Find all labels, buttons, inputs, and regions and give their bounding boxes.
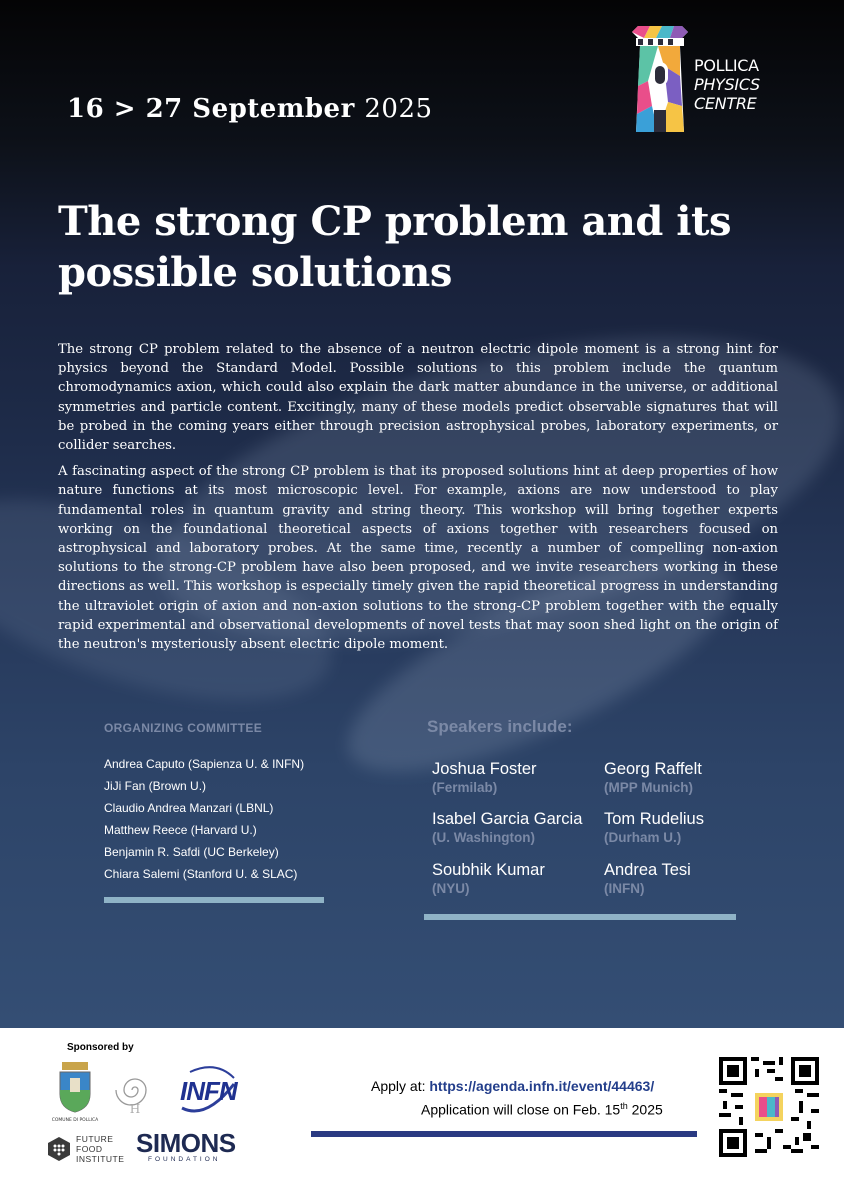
apply-line [371, 1078, 654, 1094]
qr-code-icon[interactable] [719, 1057, 819, 1157]
committee-list [104, 753, 304, 885]
future-food-line: FUTURE [76, 1134, 114, 1144]
committee-divider [104, 897, 324, 903]
workshop-title: The strong CP problem and its possible solutions [58, 198, 731, 296]
committee-member: Chiara Salemi (Stanford U. & SLAC) [104, 867, 298, 881]
infn-label: INFN [180, 1076, 237, 1106]
apply-link[interactable]: https://agenda.infn.it/event/44463/ [429, 1078, 655, 1094]
speaker-affiliation: (NYU) [432, 881, 470, 896]
speaker-entry [604, 860, 691, 898]
dates-year: 2025 [364, 94, 433, 124]
simons-foundation-logo [136, 1128, 246, 1168]
apply-label: Apply at: [371, 1078, 426, 1094]
description-paragraph-2: A fascinating aspect of the strong CP problem is that its proposed solutions hint at deep properties of how nature functions at its most microscopic level. For example, axions are now understood to play fundamental roles in quantum gravity and string theory. This workshop will bring together experts working on the foundational theoretical aspects of axions together with researchers focused on astrophysical and laboratory probes. At the same time, recently a number of compelling non-axion solutions to the strong-CP problem have also been proposed, and we invite researchers working in these directions as well. This workshop is especially timely given the rapid theoretical progress in understanding the ultraviolet origin of axion and non-axion solutions to the strong-CP problem together with the equally rapid experimental and observational developments of novel tests that may soon shed light on the origin of the neutron's mysteriously absent electric dipole moment. [58, 464, 778, 653]
logo-line-1: POLLICA [694, 56, 759, 75]
speaker-affiliation: (INFN) [604, 881, 645, 896]
future-food-institute-logo [46, 1134, 126, 1164]
speaker-name: Soubhik Kumar [432, 861, 545, 879]
deadline-year: 2025 [627, 1101, 663, 1118]
committee-member: Andrea Caputo (Sapienza U. & INFN) [104, 757, 305, 771]
committee-member: Claudio Andrea Manzari (LBNL) [104, 801, 274, 815]
event-dates [67, 94, 433, 124]
comune-di-pollica-crest-icon [48, 1060, 102, 1124]
future-food-label [76, 1134, 124, 1164]
speaker-affiliation: (Durham U.) [604, 830, 682, 845]
speaker-name: Tom Rudelius [604, 810, 704, 828]
speaker-entry [604, 759, 702, 797]
committee-member: Matthew Reece (Harvard U.) [104, 823, 257, 837]
committee-heading: ORGANIZING COMMITTEE [104, 721, 262, 735]
speaker-entry [432, 809, 582, 847]
description-paragraph-1: The strong CP problem related to the absence of a neutron electric dipole moment is a strong hint for physics beyond the Standard Model. Possible solutions to this problem include the quantum chromodynamics axion, which could also explain the dark matter abundance in the universe, or additional symmetries and particle content. Excitingly, many of these models predict observable signatures that will be probed in the coming years either through precision astrophysical probes, laboratory experiments, or collider searches. [58, 342, 778, 454]
sponsored-by-label: Sponsored by [67, 1042, 134, 1053]
future-food-line: INSTITUTE [76, 1154, 125, 1164]
speaker-entry [432, 860, 545, 898]
logo-line-3: CENTRE [694, 94, 757, 113]
speaker-affiliation: (U. Washington) [432, 830, 535, 845]
simons-label: SIMONS [136, 1128, 236, 1158]
footer-divider [311, 1131, 697, 1137]
dates-range: 16 > 27 September [67, 94, 355, 124]
speaker-affiliation: (Fermilab) [432, 780, 498, 795]
comune-label: COMUNE DI POLLICA [51, 1118, 99, 1123]
application-deadline [421, 1101, 663, 1118]
logo-line-2: PHYSICS [694, 75, 760, 94]
pollica-tower-logo [628, 26, 692, 134]
speaker-name: Joshua Foster [432, 760, 537, 778]
speaker-entry [432, 759, 537, 797]
pollica-logo-text [694, 56, 760, 113]
simons-foundation-label: FOUNDATION [148, 1156, 221, 1163]
speaker-name: Georg Raffelt [604, 760, 702, 778]
speaker-entry [604, 809, 704, 847]
speakers-divider [424, 914, 736, 920]
committee-member: Benjamin R. Safdi (UC Berkeley) [104, 845, 279, 859]
future-food-hexagon-icon [46, 1136, 72, 1162]
speaker-name: Isabel Garcia Garcia [432, 810, 583, 828]
svg-text:H: H [129, 1102, 141, 1116]
future-food-line: FOOD [76, 1144, 103, 1154]
speaker-name: Andrea Tesi [604, 861, 691, 879]
deadline-text: Application will close on Feb. 15 [421, 1101, 621, 1118]
sponsor-footer [0, 1028, 844, 1200]
spiral-foundation-logo-icon [110, 1062, 160, 1116]
speakers-heading: Speakers include: [427, 717, 573, 736]
committee-member: JiJi Fan (Brown U.) [104, 779, 207, 793]
deadline-ordinal: th [620, 1101, 628, 1111]
infn-logo [176, 1064, 238, 1116]
speaker-affiliation: (MPP Munich) [604, 780, 693, 795]
workshop-description [58, 340, 778, 661]
